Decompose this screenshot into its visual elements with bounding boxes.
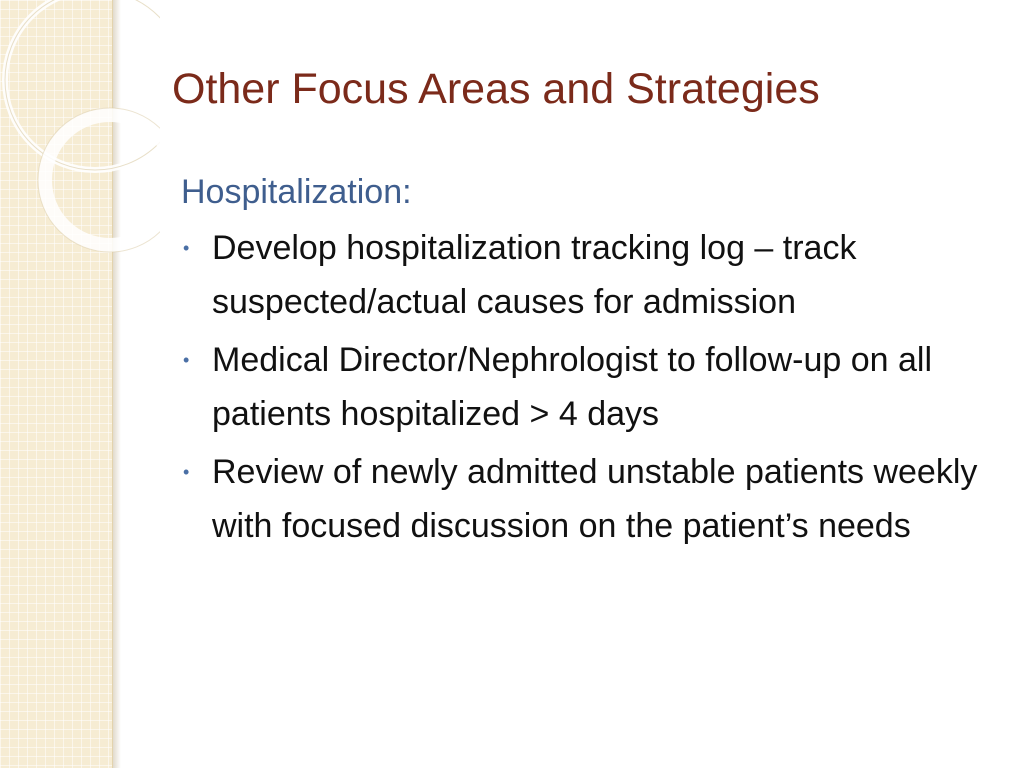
slide-title: Other Focus Areas and Strategies (172, 65, 820, 113)
bullet-item (181, 445, 1001, 553)
decorative-ring-large (5, 0, 160, 170)
slide-body (181, 172, 1001, 557)
bullet-list (181, 221, 1001, 553)
bullet-text: Develop hospitalization tracking log – track suspected/actual causes for admission (212, 228, 857, 321)
bullet-icon: • (183, 461, 190, 482)
decorative-rings (0, 0, 160, 260)
bullet-text: Medical Director/Nephrologist to follow-up on all patients hospitalized > 4 days (212, 340, 932, 433)
bullet-item (181, 333, 1001, 441)
section-heading: Hospitalization: (181, 173, 412, 211)
bullet-icon: • (183, 237, 190, 258)
bullet-item (181, 221, 1001, 329)
decorative-ring-small (45, 115, 160, 245)
bullet-text: Review of newly admitted unstable patients weekly with focused discussion on the patient’s needs (212, 452, 978, 545)
bullet-icon: • (183, 349, 190, 370)
